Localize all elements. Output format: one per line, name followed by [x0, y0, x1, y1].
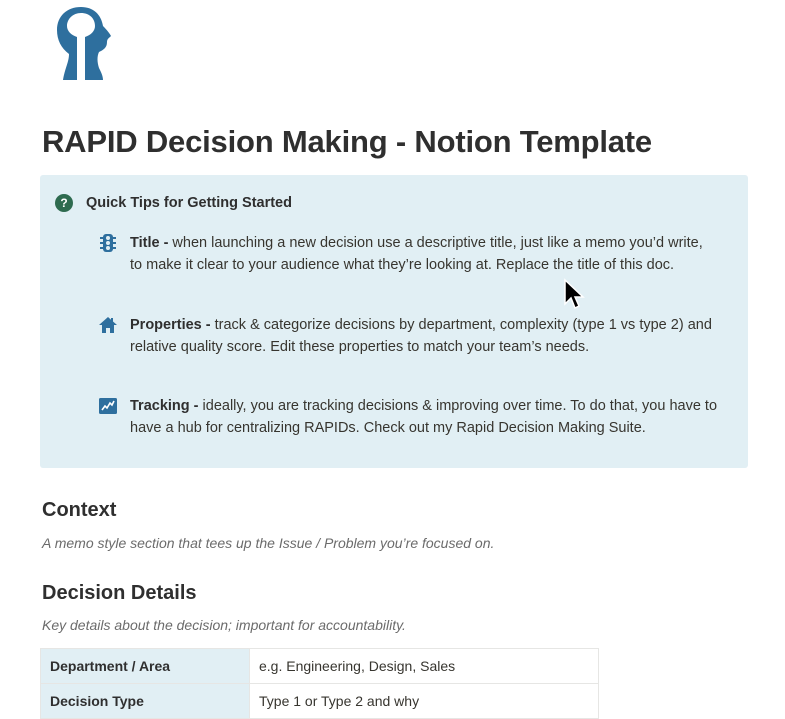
row-key[interactable]: Department / Area — [41, 649, 250, 684]
house-icon — [98, 315, 118, 335]
callout-title: Quick Tips for Getting Started — [86, 195, 292, 211]
chart-increasing-icon — [98, 396, 118, 416]
question-icon: ? — [55, 194, 73, 212]
row-value[interactable]: e.g. Engineering, Design, Sales — [250, 649, 599, 684]
tip-properties: Properties - track & categorize decisions by department, complexity (type 1 vs type 2) and relative quality score. Edit these properties to match your team’s needs. — [98, 314, 718, 358]
context-heading: Context — [42, 499, 117, 521]
head-keyhole-icon — [55, 6, 111, 80]
decision-details-heading: Decision Details — [42, 582, 197, 604]
traffic-light-icon — [98, 233, 118, 253]
mouse-cursor-icon — [563, 278, 585, 312]
page-title[interactable]: RAPID Decision Making - Notion Template — [42, 124, 652, 159]
decision-details-description: Key details about the decision; important for accountability. — [42, 617, 406, 633]
table-row — [41, 649, 599, 684]
tip-tracking: Tracking - ideally, you are tracking decisions & improving over time. To do that, you have to have a hub for centralizing RAPIDs. Check out my Rapid Decision Making Suite. — [98, 395, 718, 439]
row-value[interactable]: Type 1 or Type 2 and why — [250, 684, 599, 719]
quick-tips-callout — [40, 175, 748, 468]
table-row — [41, 684, 599, 719]
context-description: A memo style section that tees up the Issue / Problem you’re focused on. — [42, 535, 495, 551]
tip-title: Title - when launching a new decision use a descriptive title, just like a memo you’d write, to make it clear to your audience what they’re looking at. Replace the title of this doc. — [98, 232, 718, 276]
decision-details-table — [40, 648, 599, 719]
row-key[interactable]: Decision Type — [41, 684, 250, 719]
